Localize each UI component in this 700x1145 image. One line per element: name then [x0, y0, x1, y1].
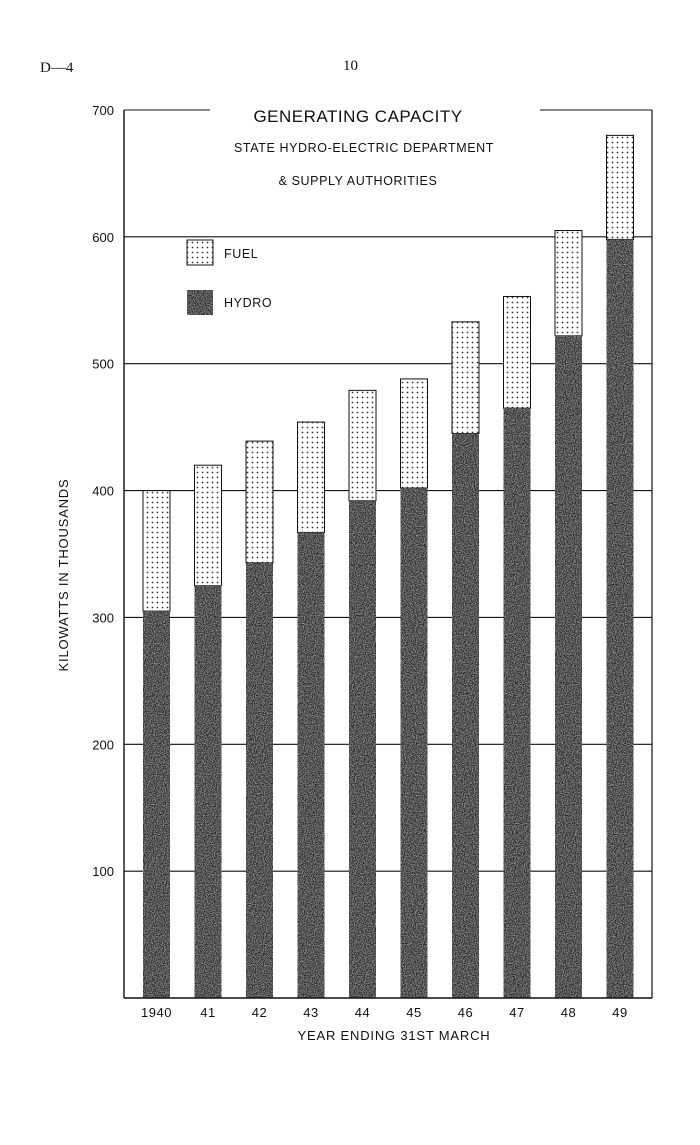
- x-tick-label-45: 45: [406, 1005, 422, 1020]
- bar-hydro-46: [452, 433, 479, 998]
- y-tick-label-100: 100: [92, 864, 114, 880]
- x-tick-label-44: 44: [354, 1005, 371, 1020]
- x-axis-label: YEAR ENDING 31ST MARCH: [297, 1028, 491, 1043]
- bar-hydro-48: [555, 336, 582, 998]
- bar-hydro-42: [246, 563, 273, 998]
- legend-label-hydro: HYDRO: [224, 296, 273, 310]
- bar-fuel-42: [246, 441, 273, 563]
- bar-fuel-43: [298, 422, 325, 532]
- bar-fuel-45: [401, 379, 428, 488]
- bar-hydro-41: [195, 586, 222, 998]
- bar-fuel-48: [555, 231, 582, 336]
- y-axis-label: KILOWATTS IN THOUSANDS: [56, 478, 71, 672]
- x-tick-label-46: 46: [457, 1005, 474, 1020]
- y-tick-label-300: 300: [92, 610, 114, 626]
- x-tick-label-49: 49: [612, 1005, 628, 1020]
- chart-title: GENERATING CAPACITY: [253, 107, 463, 126]
- chart-title-block: [210, 100, 540, 198]
- chart-subtitle-line-1: STATE HYDRO-ELECTRIC DEPARTMENT: [233, 141, 495, 155]
- x-tick-label-43: 43: [303, 1005, 319, 1020]
- y-tick-label-500: 500: [92, 356, 114, 372]
- x-tick-label-42: 42: [251, 1005, 268, 1020]
- page-number: 10: [343, 58, 358, 74]
- y-tick-label-600: 600: [92, 229, 114, 245]
- bar-hydro-44: [349, 501, 376, 998]
- y-tick-label-700: 700: [92, 103, 114, 118]
- bar-fuel-47: [504, 296, 531, 408]
- bar-hydro-49: [607, 239, 634, 998]
- legend-swatch-hydro: [187, 290, 213, 315]
- bar-fuel-41: [195, 465, 222, 586]
- y-tick-label-400: 400: [92, 483, 114, 499]
- chart-subtitle-line-2: & SUPPLY AUTHORITIES: [278, 174, 438, 188]
- x-tick-label-41: 41: [200, 1005, 216, 1020]
- bar-hydro-45: [401, 488, 428, 998]
- bar-fuel-1940: [143, 491, 170, 612]
- x-tick-label-47: 47: [509, 1005, 525, 1020]
- legend-swatch-fuel: [187, 240, 213, 265]
- bar-fuel-49: [607, 135, 634, 239]
- bar-hydro-43: [298, 532, 325, 998]
- bar-hydro-1940: [143, 611, 170, 998]
- x-tick-label-48: 48: [560, 1005, 577, 1020]
- bar-fuel-46: [452, 322, 479, 434]
- page-reference: D—4: [40, 60, 74, 76]
- bar-fuel-44: [349, 390, 376, 500]
- y-tick-label-200: 200: [92, 737, 114, 753]
- legend-label-fuel: FUEL: [224, 247, 259, 261]
- bar-hydro-47: [504, 408, 531, 998]
- x-tick-label-1940: 1940: [141, 1005, 172, 1020]
- legend: [184, 238, 294, 328]
